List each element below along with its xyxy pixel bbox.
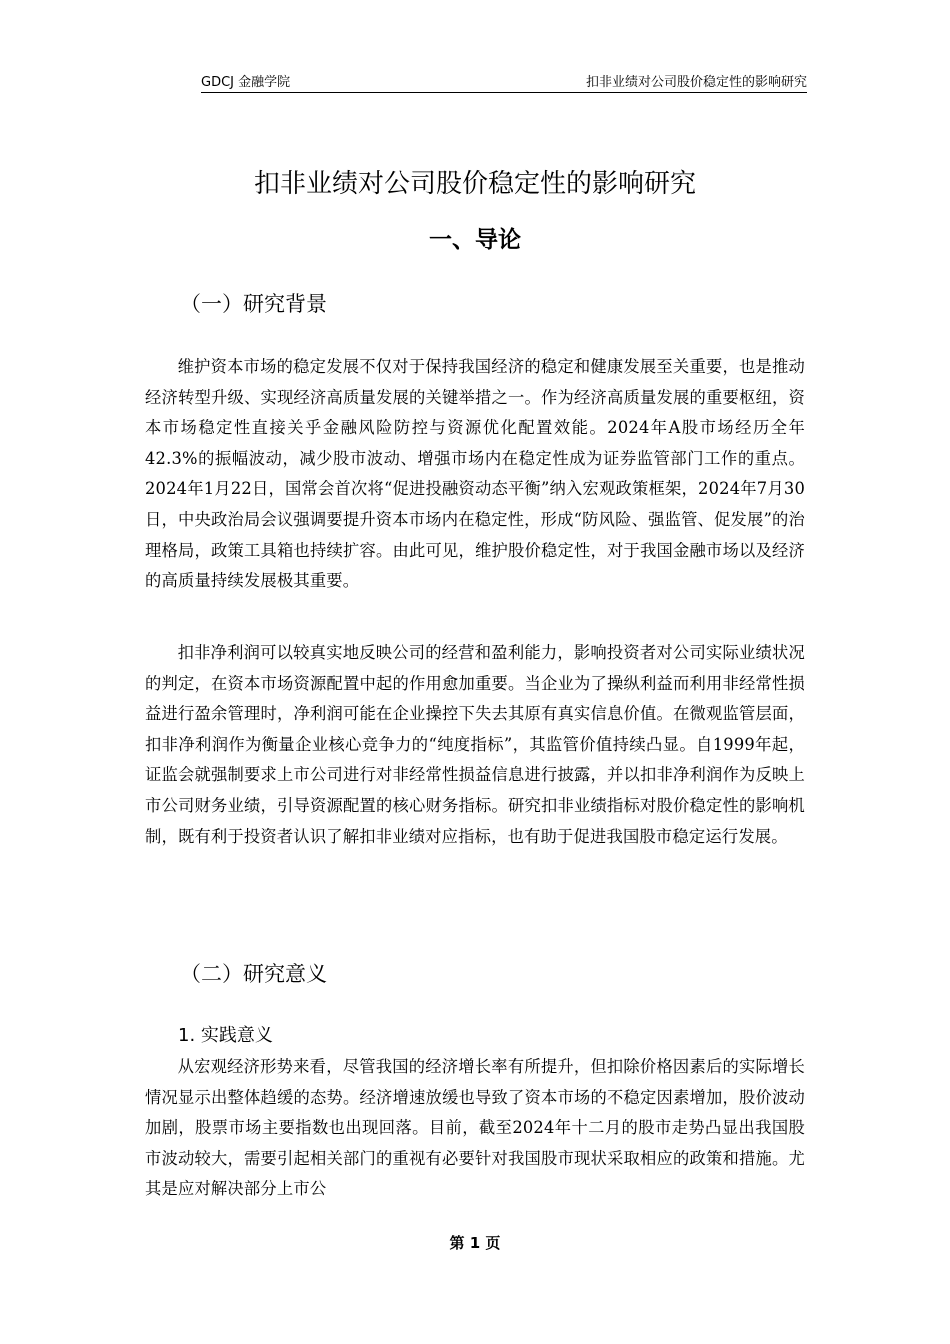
- item-heading-practical-significance: 1. 实践意义: [178, 1025, 273, 1046]
- document-title: 扣非业绩对公司股价稳定性的影响研究: [253, 169, 696, 199]
- background-paragraph-2: 扣非净利润可以较真实地反映公司的经营和盈利能力，影响投资者对公司实际业绩状况的判定，在资本市场资源配置中起的作用愈加重要。当企业为了操纵利益而利用非经常性损益进行盈余管理时，净利润可能在企业操控下失去其原有真实信息价值。在微观监管层面，扣非净利润作为衡量企业核心竞争力的“纯度指标”，其监管价值持续凸显。自1999年起，证监会就强制要求上市公司进行对非经常性损益信息进行披露，并以扣非净利润作为反映上市公司财务业绩，引导资源配置的核心财务指标。研究扣非业绩指标对股价稳定性的影响机制，既有利于投资者认识了解扣非业绩对应指标，也有助于促进我国股市稳定运行发展。: [145, 643, 805, 846]
- page-number: 第 1 页: [449, 1234, 501, 1252]
- header-left-text: GDCJ 金融学院: [201, 75, 291, 90]
- subsection-heading-background: （一）研究背景: [180, 292, 327, 316]
- background-paragraph-1: 维护资本市场的稳定发展不仅对于保持我国经济的稳定和健康发展至关重要，也是推动经济转型升级、实现经济高质量发展的关键举措之一。作为经济高质量发展的重要枢纽，资本市场稳定性直接关乎金融风险防控与资源优化配置效能。2024年A股市场经历全年42.3%的振幅波动，减少股市波动、增强市场内在稳定性成为证券监管部门工作的重点。2024年1月22日，国常会首次将“促进投融资动态平衡”纳入宏观政策框架，2024年7月30日，中央政治局会议强调要提升资本市场内在稳定性，形成“防风险、强监管、促发展”的治理格局，政策工具箱也持续扩容。由此可见，维护股价稳定性，对于我国金融市场以及经济的高质量持续发展极其重要。: [145, 357, 805, 591]
- section-heading-introduction: 一、导论: [429, 227, 521, 253]
- header-right-text: 扣非业绩对公司股价稳定性的影响研究: [585, 75, 807, 90]
- header-divider: [201, 92, 807, 93]
- page-header: [201, 66, 807, 90]
- practical-significance-paragraph: 从宏观经济形势来看，尽管我国的经济增长率有所提升，但扣除价格因素后的实际增长情况显示出整体趋缓的态势。经济增速放缓也导致了资本市场的不稳定因素增加，股价波动加剧，股票市场主要指数也出现回落。目前，截至2024年十二月的股市走势凸显出我国股市波动较大，需要引起相关部门的重视有必要针对我国股市现状采取相应的政策和措施。尤其是应对解决部分上市公: [145, 1057, 805, 1199]
- subsection-heading-significance: （二）研究意义: [180, 962, 327, 986]
